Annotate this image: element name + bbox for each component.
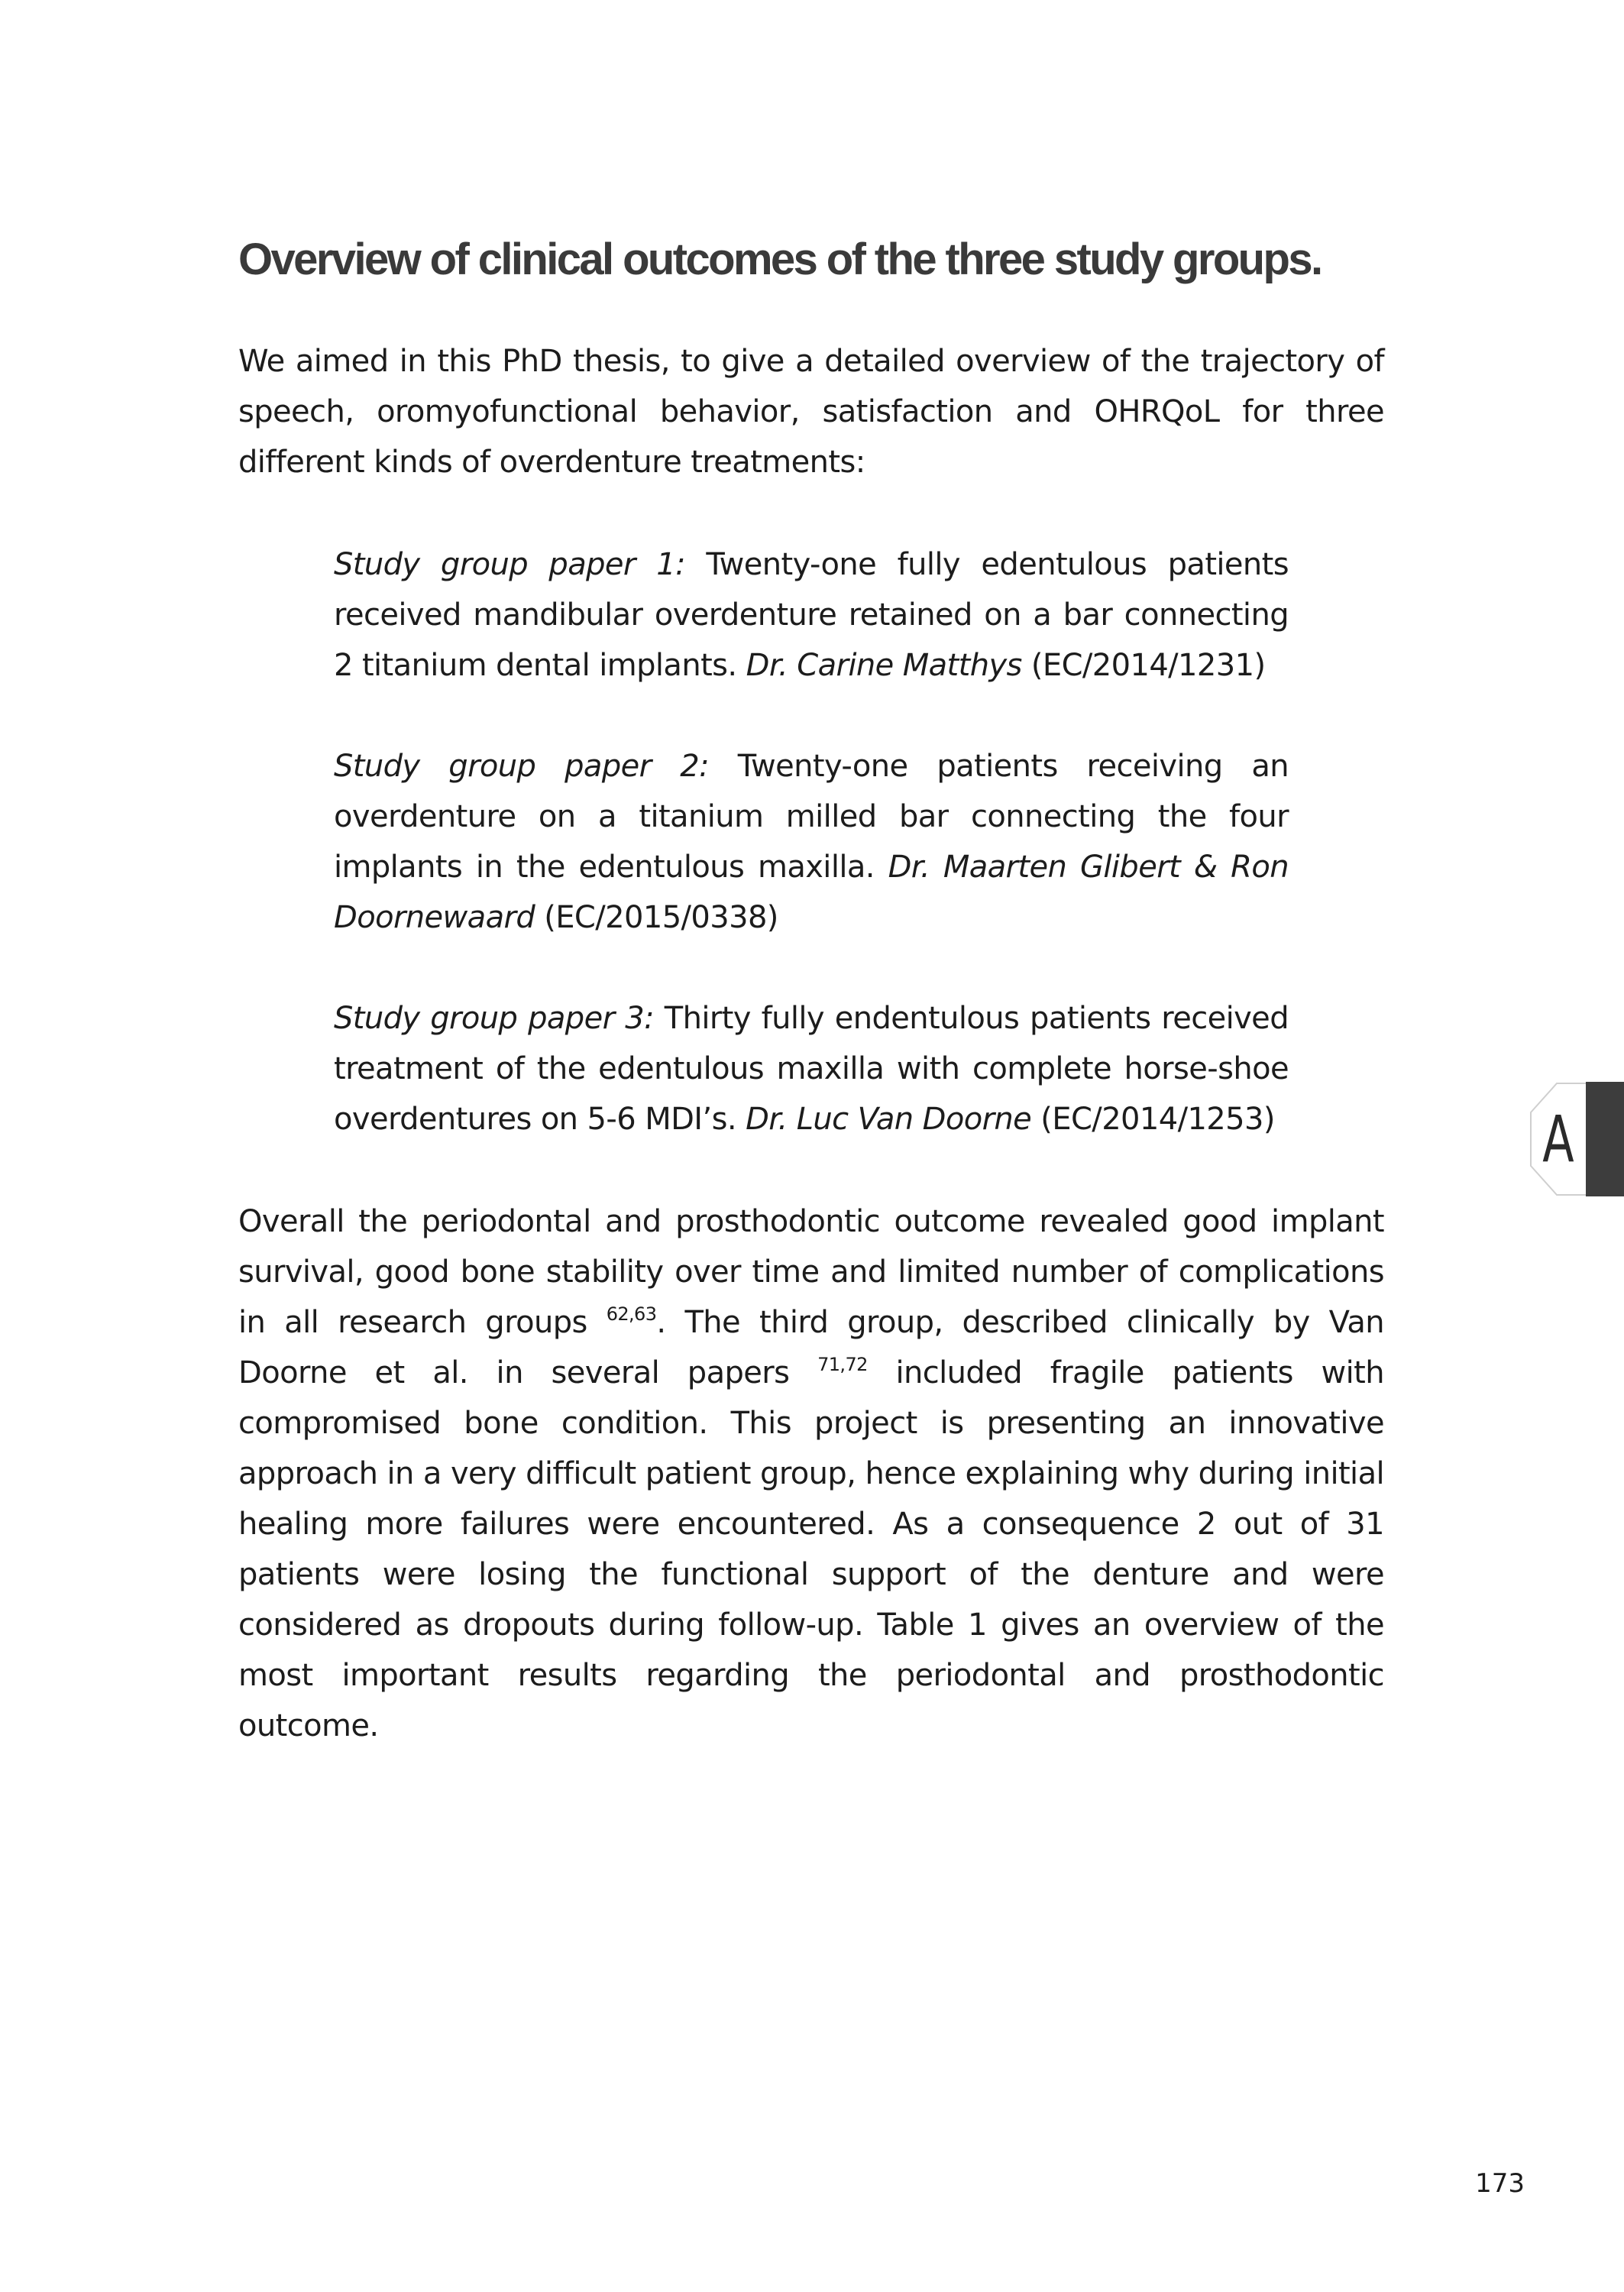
study-group-2-text: Twenty-one patients receiving an overdenture on a titanium milled bar connecting the four implants in the edentulous maxilla. [334,749,1289,885]
study-group-1-label: Study group paper 1: [334,547,685,582]
chapter-marker: A [1542,1102,1574,1177]
study-group-3 [334,993,1289,1144]
outcome-text-1: Overall the periodontal and prosthodontic outcome revealed good implant survival, good bone stability over time and limited number of complications in all research groups [238,1204,1384,1340]
study-group-1-author: Dr. Carine Matthys [746,648,1022,683]
citation-ref-1: 62,63 [606,1303,657,1325]
outcome-text-2: . The third group, described clinically by Van Doorne et al. in several papers [238,1305,1385,1390]
study-group-2-label: Study group paper 2: [334,749,709,784]
study-group-3-text: Thirty fully endentulous patients received treatment of the edentulous maxilla with complete horse-shoe overdentures on 5-6 MDI’s. [334,1001,1289,1137]
chapter-tab [1586,1082,1624,1196]
outcome-text-3: included fragile patients with compromised bone condition. This project is presenting an innovative approach in a very difficult patient group, hence explaining why during initial healing more failures were encountered. As a consequence 2 out of 31 patients were losing the functional support of the denture and were considered as dropouts during follow-up. Table 1 gives an overview of the most important results regarding the periodontal and prosthodontic outcome. [238,1355,1385,1743]
page-number: 173 [1475,2168,1525,2199]
section-heading: Overview of clinical outcomes of the three study groups. [238,235,1322,284]
outcome-paragraph [238,1196,1384,1751]
study-group-2-code: (EC/2015/0338) [535,900,778,935]
study-group-2 [334,741,1289,943]
study-group-3-author: Dr. Luc Van Doorne [746,1102,1032,1137]
intro-paragraph: We aimed in this PhD thesis, to give a detailed overview of the trajectory of speech, oromyofunctional behavior, satisfaction and OHRQoL for three different kinds of overdenture treatments: [238,344,1384,480]
citation-ref-2: 71,72 [817,1354,868,1375]
study-group-1-code: (EC/2014/1231) [1021,648,1266,683]
study-group-2-author: Dr. Maarten Glibert & Ron Doornewaard [334,850,1289,935]
study-group-3-code: (EC/2014/1253) [1031,1102,1275,1137]
study-group-1 [334,539,1289,691]
study-group-3-label: Study group paper 3: [334,1001,654,1036]
study-group-1-text: Twenty-one fully edentulous patients received mandibular overdenture retained on a bar connecting 2 titanium dental implants. [334,547,1289,683]
